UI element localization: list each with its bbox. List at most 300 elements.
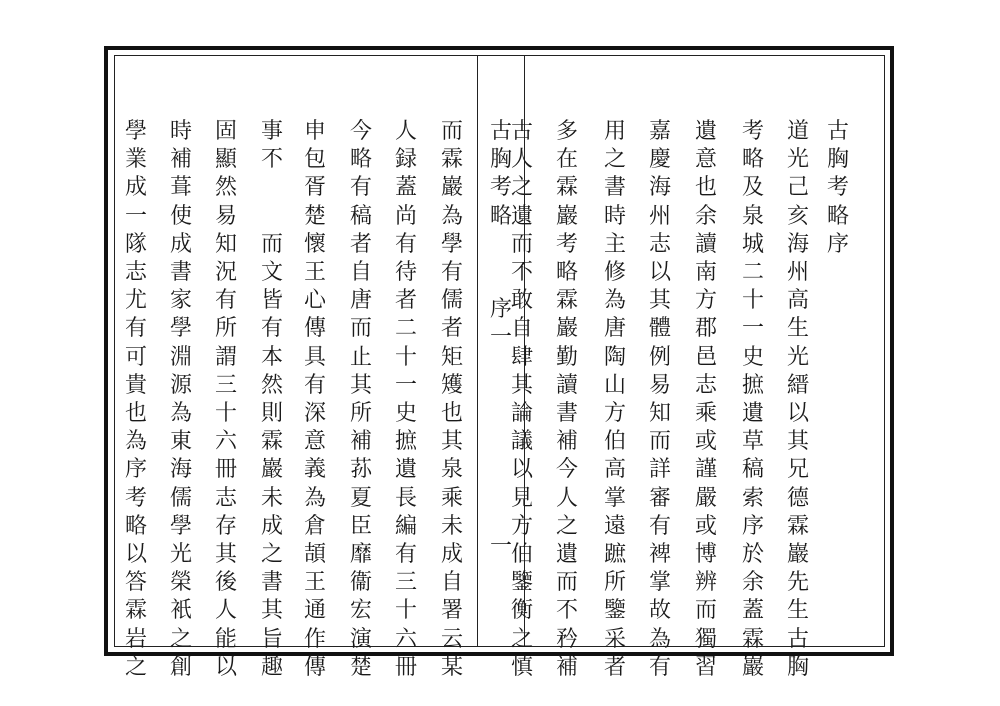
glyph: 十	[214, 401, 237, 426]
glyph: 掌	[648, 570, 671, 596]
glyph: 知	[214, 231, 237, 257]
glyph: 十	[741, 288, 764, 314]
right-column-7	[545, 60, 589, 680]
glyph: 岩	[124, 626, 147, 652]
glyph: 考	[555, 231, 578, 257]
glyph: 易	[214, 203, 237, 229]
left-column-7	[159, 60, 203, 680]
glyph: 博	[694, 542, 717, 567]
glyph: 知	[648, 401, 671, 426]
glyph: 方	[510, 513, 533, 539]
glyph: 霖	[124, 598, 147, 624]
left-column-5	[250, 60, 294, 680]
glyph: 補	[555, 429, 578, 455]
glyph: 慶	[648, 147, 671, 173]
glyph: 蹠	[603, 542, 626, 567]
glyph: 而	[555, 570, 578, 596]
glyph: 答	[124, 570, 147, 596]
glyph: 序	[741, 513, 764, 539]
glyph: 胸	[786, 654, 809, 680]
glyph: 云	[440, 626, 463, 652]
glyph: 書	[260, 570, 283, 596]
glyph: 謹	[694, 457, 717, 483]
glyph: 論	[510, 401, 533, 426]
glyph: 以	[510, 457, 533, 483]
left-column-2	[384, 60, 428, 680]
glyph: 固	[214, 119, 237, 144]
glyph: 略	[826, 203, 849, 229]
glyph: 義	[303, 457, 326, 483]
glyph: 其	[440, 429, 463, 455]
glyph: 多	[555, 119, 578, 144]
glyph: 者	[349, 231, 372, 257]
glyph: 學	[169, 513, 192, 539]
glyph: 用	[603, 119, 626, 144]
glyph: 州	[648, 203, 671, 229]
glyph: 議	[510, 429, 533, 455]
glyph: 略	[489, 203, 512, 229]
glyph: 高	[603, 457, 626, 483]
center-left-rule	[477, 55, 478, 647]
glyph: 者	[394, 288, 417, 314]
glyph: 為	[603, 288, 626, 314]
glyph: 志	[214, 485, 237, 511]
glyph: 讀	[555, 372, 578, 398]
glyph: 之	[124, 654, 147, 680]
glyph: 為	[303, 485, 326, 511]
glyph: 陶	[603, 344, 626, 370]
glyph: 則	[260, 401, 283, 426]
glyph: 審	[648, 485, 671, 511]
glyph: 有	[394, 542, 417, 567]
glyph: 自	[349, 260, 372, 285]
glyph: 胸	[826, 147, 849, 173]
glyph: 止	[349, 344, 372, 370]
glyph: 書	[603, 175, 626, 201]
glyph: 源	[169, 372, 192, 398]
right-column-6	[593, 60, 637, 680]
glyph: 未	[260, 485, 283, 511]
glyph: 業	[124, 147, 147, 173]
glyph: 人	[214, 598, 237, 624]
glyph: 冊	[394, 654, 417, 680]
glyph: 夏	[349, 485, 372, 511]
glyph: 邑	[694, 344, 717, 370]
glyph: 海	[169, 457, 192, 483]
glyph: 嚴	[694, 485, 717, 511]
glyph: 有	[394, 231, 417, 257]
glyph: 高	[786, 288, 809, 314]
glyph: 衡	[510, 598, 533, 624]
glyph: 不	[510, 260, 533, 285]
glyph: 矜	[555, 626, 578, 652]
glyph: 然	[214, 175, 237, 201]
glyph: 而	[648, 429, 671, 455]
glyph: 演	[349, 626, 372, 652]
glyph: 事	[260, 119, 283, 144]
glyph: 霖	[555, 288, 578, 314]
glyph: 之	[510, 175, 533, 201]
glyph: 為	[124, 429, 147, 455]
glyph: 勤	[555, 344, 578, 370]
left-column-1	[430, 60, 474, 680]
glyph: 遺	[555, 542, 578, 567]
glyph: 方	[603, 401, 626, 426]
glyph: 遺	[510, 203, 533, 229]
glyph: 而	[349, 316, 372, 342]
glyph: 有	[648, 513, 671, 539]
glyph: 霖	[260, 429, 283, 455]
glyph: 書	[555, 401, 578, 426]
glyph: 通	[303, 598, 326, 624]
glyph: 尤	[124, 288, 147, 314]
glyph: 鑒	[603, 598, 626, 624]
glyph: 泉	[440, 457, 463, 483]
glyph: 巖	[440, 175, 463, 201]
glyph: 不	[555, 598, 578, 624]
glyph: 者	[440, 316, 463, 342]
glyph: 楚	[349, 654, 372, 680]
glyph: 草	[741, 429, 764, 455]
glyph: 以	[648, 260, 671, 285]
glyph: 謂	[214, 344, 237, 370]
glyph: 儒	[169, 485, 192, 511]
glyph: 巖	[555, 203, 578, 229]
glyph: 索	[741, 485, 764, 511]
glyph: 霖	[440, 147, 463, 173]
glyph: 宏	[349, 598, 372, 624]
glyph: 然	[260, 372, 283, 398]
glyph: 成	[124, 175, 147, 201]
glyph: 趣	[260, 654, 283, 680]
glyph: 人	[555, 485, 578, 511]
glyph: 體	[648, 316, 671, 342]
glyph: 遺	[741, 401, 764, 426]
glyph: 書	[169, 260, 192, 285]
glyph: 掌	[603, 485, 626, 511]
glyph: 東	[169, 429, 192, 455]
left-column-3	[339, 60, 383, 680]
glyph: 或	[694, 429, 717, 455]
glyph: 使	[169, 203, 192, 229]
glyph: 州	[786, 260, 809, 285]
glyph: 為	[440, 203, 463, 229]
glyph: 霖	[555, 175, 578, 201]
glyph: 略	[349, 147, 372, 173]
glyph: 序	[826, 231, 849, 257]
glyph: 為	[169, 401, 192, 426]
glyph: 一	[489, 533, 512, 559]
glyph: 伯	[510, 542, 533, 567]
glyph: 顯	[214, 147, 237, 173]
glyph: 之	[169, 626, 192, 652]
glyph: 以	[214, 654, 237, 680]
glyph: 胥	[303, 175, 326, 201]
glyph: 乘	[440, 485, 463, 511]
glyph: 也	[124, 401, 147, 426]
glyph: 今	[349, 119, 372, 144]
glyph: 有	[124, 316, 147, 342]
glyph: 本	[260, 344, 283, 370]
glyph: 成	[169, 231, 192, 257]
glyph: 易	[648, 372, 671, 398]
glyph: 考	[489, 175, 512, 201]
glyph: 六	[214, 429, 237, 455]
glyph: 修	[603, 260, 626, 285]
glyph: 方	[694, 288, 717, 314]
glyph: 乘	[694, 401, 717, 426]
glyph: 有	[303, 372, 326, 398]
glyph: 其	[786, 429, 809, 455]
glyph: 辨	[694, 570, 717, 596]
glyph: 其	[510, 372, 533, 398]
glyph: 作	[303, 626, 326, 652]
glyph: 郡	[694, 316, 717, 342]
glyph: 之	[555, 513, 578, 539]
glyph: 先	[786, 570, 809, 596]
glyph: 頡	[303, 542, 326, 567]
glyph: 貴	[124, 372, 147, 398]
glyph: 可	[124, 344, 147, 370]
glyph: 家	[169, 288, 192, 314]
glyph: 包	[303, 147, 326, 173]
glyph: 時	[603, 203, 626, 229]
glyph: 某	[440, 654, 463, 680]
left-column-4	[293, 60, 337, 680]
glyph: 巖	[260, 457, 283, 483]
glyph: 其	[214, 542, 237, 567]
glyph: 王	[303, 570, 326, 596]
glyph: 傳	[303, 654, 326, 680]
glyph: 而	[440, 119, 463, 144]
glyph: 胸	[489, 147, 512, 173]
glyph: 靡	[349, 542, 372, 567]
glyph: 霖	[741, 626, 764, 652]
glyph: 德	[786, 485, 809, 511]
glyph: 城	[741, 231, 764, 257]
glyph: 不	[260, 147, 283, 173]
glyph: 葺	[169, 175, 192, 201]
glyph: 之	[260, 542, 283, 567]
glyph: 之	[510, 626, 533, 652]
glyph: 古	[786, 626, 809, 652]
glyph: 文	[260, 260, 283, 285]
glyph: 有	[349, 175, 372, 201]
glyph: 縉	[786, 372, 809, 398]
glyph: 稿	[349, 203, 372, 229]
glyph: 光	[786, 344, 809, 370]
glyph: 十	[394, 344, 417, 370]
glyph: 蓋	[741, 598, 764, 624]
glyph: 見	[510, 485, 533, 511]
left-column-8	[114, 60, 158, 680]
glyph: 一	[489, 324, 512, 350]
glyph: 矱	[440, 372, 463, 398]
glyph: 能	[214, 626, 237, 652]
glyph: 六	[394, 626, 417, 652]
glyph: 長	[394, 485, 417, 511]
glyph: 人	[394, 119, 417, 144]
right-column-1	[816, 60, 860, 640]
right-column-5	[638, 60, 682, 680]
glyph: 具	[303, 344, 326, 370]
glyph: 也	[694, 175, 717, 201]
glyph: 淵	[169, 344, 192, 370]
glyph: 存	[214, 513, 237, 539]
glyph: 嘉	[648, 119, 671, 144]
glyph: 摭	[394, 429, 417, 455]
glyph: 裨	[648, 542, 671, 567]
glyph: 編	[394, 513, 417, 539]
glyph: 況	[214, 260, 237, 285]
glyph: 自	[510, 316, 533, 342]
glyph: 心	[303, 288, 326, 314]
glyph: 慎	[510, 654, 533, 680]
glyph: 生	[786, 316, 809, 342]
glyph: 而	[260, 231, 283, 257]
glyph: 一	[124, 203, 147, 229]
glyph: 未	[440, 513, 463, 539]
glyph: 考	[741, 119, 764, 144]
glyph: 有	[260, 316, 283, 342]
glyph: 巖	[741, 654, 764, 680]
glyph: 一	[741, 316, 764, 342]
glyph: 録	[394, 147, 417, 173]
right-column-3	[731, 60, 775, 680]
glyph: 史	[741, 344, 764, 370]
glyph: 王	[303, 260, 326, 285]
glyph: 隊	[124, 231, 147, 257]
glyph: 補	[555, 654, 578, 680]
glyph: 山	[603, 372, 626, 398]
glyph: 學	[124, 119, 147, 144]
glyph: 讀	[694, 231, 717, 257]
glyph: 衹	[169, 598, 192, 624]
glyph: 蓋	[394, 175, 417, 201]
glyph: 巖	[786, 542, 809, 567]
glyph: 意	[303, 429, 326, 455]
glyph: 所	[603, 570, 626, 596]
glyph: 三	[394, 570, 417, 596]
glyph: 唐	[349, 288, 372, 314]
glyph: 待	[394, 260, 417, 285]
glyph: 成	[260, 513, 283, 539]
glyph: 海	[786, 231, 809, 257]
glyph: 余	[741, 570, 764, 596]
left-column-6	[204, 60, 248, 680]
glyph: 故	[648, 598, 671, 624]
glyph: 以	[786, 401, 809, 426]
glyph: 略	[124, 513, 147, 539]
glyph: 學	[440, 231, 463, 257]
glyph: 己	[786, 175, 809, 201]
glyph: 遺	[694, 119, 717, 144]
glyph: 道	[786, 119, 809, 144]
glyph: 臣	[349, 513, 372, 539]
glyph: 兄	[786, 457, 809, 483]
glyph: 自	[440, 570, 463, 596]
glyph: 署	[440, 598, 463, 624]
glyph: 史	[394, 401, 417, 426]
glyph: 二	[394, 316, 417, 342]
glyph: 儒	[440, 288, 463, 314]
glyph: 而	[694, 598, 717, 624]
right-column-2	[776, 60, 820, 680]
glyph: 懷	[303, 231, 326, 257]
glyph: 矩	[440, 344, 463, 370]
glyph: 補	[169, 147, 192, 173]
glyph: 采	[603, 626, 626, 652]
glyph: 摭	[741, 372, 764, 398]
glyph: 生	[786, 598, 809, 624]
glyph: 獨	[694, 626, 717, 652]
glyph: 傳	[303, 316, 326, 342]
glyph: 有	[214, 288, 237, 314]
glyph: 於	[741, 542, 764, 567]
glyph: 楚	[303, 203, 326, 229]
glyph: 時	[169, 119, 192, 144]
glyph: 以	[124, 542, 147, 567]
glyph: 敢	[510, 288, 533, 314]
glyph: 南	[694, 260, 717, 285]
glyph: 巖	[555, 316, 578, 342]
glyph: 泉	[741, 203, 764, 229]
glyph: 序	[489, 296, 512, 322]
glyph: 古	[510, 119, 533, 144]
glyph: 冊	[214, 457, 237, 483]
glyph: 深	[303, 401, 326, 426]
glyph: 志	[694, 372, 717, 398]
glyph: 所	[349, 401, 372, 426]
glyph: 其	[260, 598, 283, 624]
glyph: 略	[741, 147, 764, 173]
right-column-4	[684, 60, 728, 680]
glyph: 霖	[786, 513, 809, 539]
glyph: 光	[786, 147, 809, 173]
glyph: 有	[440, 260, 463, 285]
glyph: 之	[603, 147, 626, 173]
glyph: 遺	[394, 457, 417, 483]
glyph: 志	[648, 231, 671, 257]
glyph: 意	[694, 147, 717, 173]
glyph: 主	[603, 231, 626, 257]
glyph: 例	[648, 344, 671, 370]
glyph: 其	[349, 372, 372, 398]
glyph: 及	[741, 175, 764, 201]
glyph: 三	[214, 372, 237, 398]
glyph: 海	[648, 175, 671, 201]
glyph: 唐	[603, 316, 626, 342]
glyph: 伯	[603, 429, 626, 455]
glyph: 習	[694, 654, 717, 680]
glyph: 余	[694, 203, 717, 229]
glyph: 或	[694, 513, 717, 539]
glyph: 學	[169, 316, 192, 342]
glyph: 旨	[260, 626, 283, 652]
glyph: 而	[510, 231, 533, 257]
glyph: 一	[394, 372, 417, 398]
glyph: 其	[648, 288, 671, 314]
glyph: 古	[489, 119, 512, 144]
glyph: 補	[349, 429, 372, 455]
glyph: 古	[826, 119, 849, 144]
glyph: 荪	[349, 457, 372, 483]
glyph: 十	[394, 598, 417, 624]
glyph: 鑒	[510, 570, 533, 596]
glyph: 為	[648, 626, 671, 652]
glyph: 衞	[349, 570, 372, 596]
glyph: 創	[169, 654, 192, 680]
